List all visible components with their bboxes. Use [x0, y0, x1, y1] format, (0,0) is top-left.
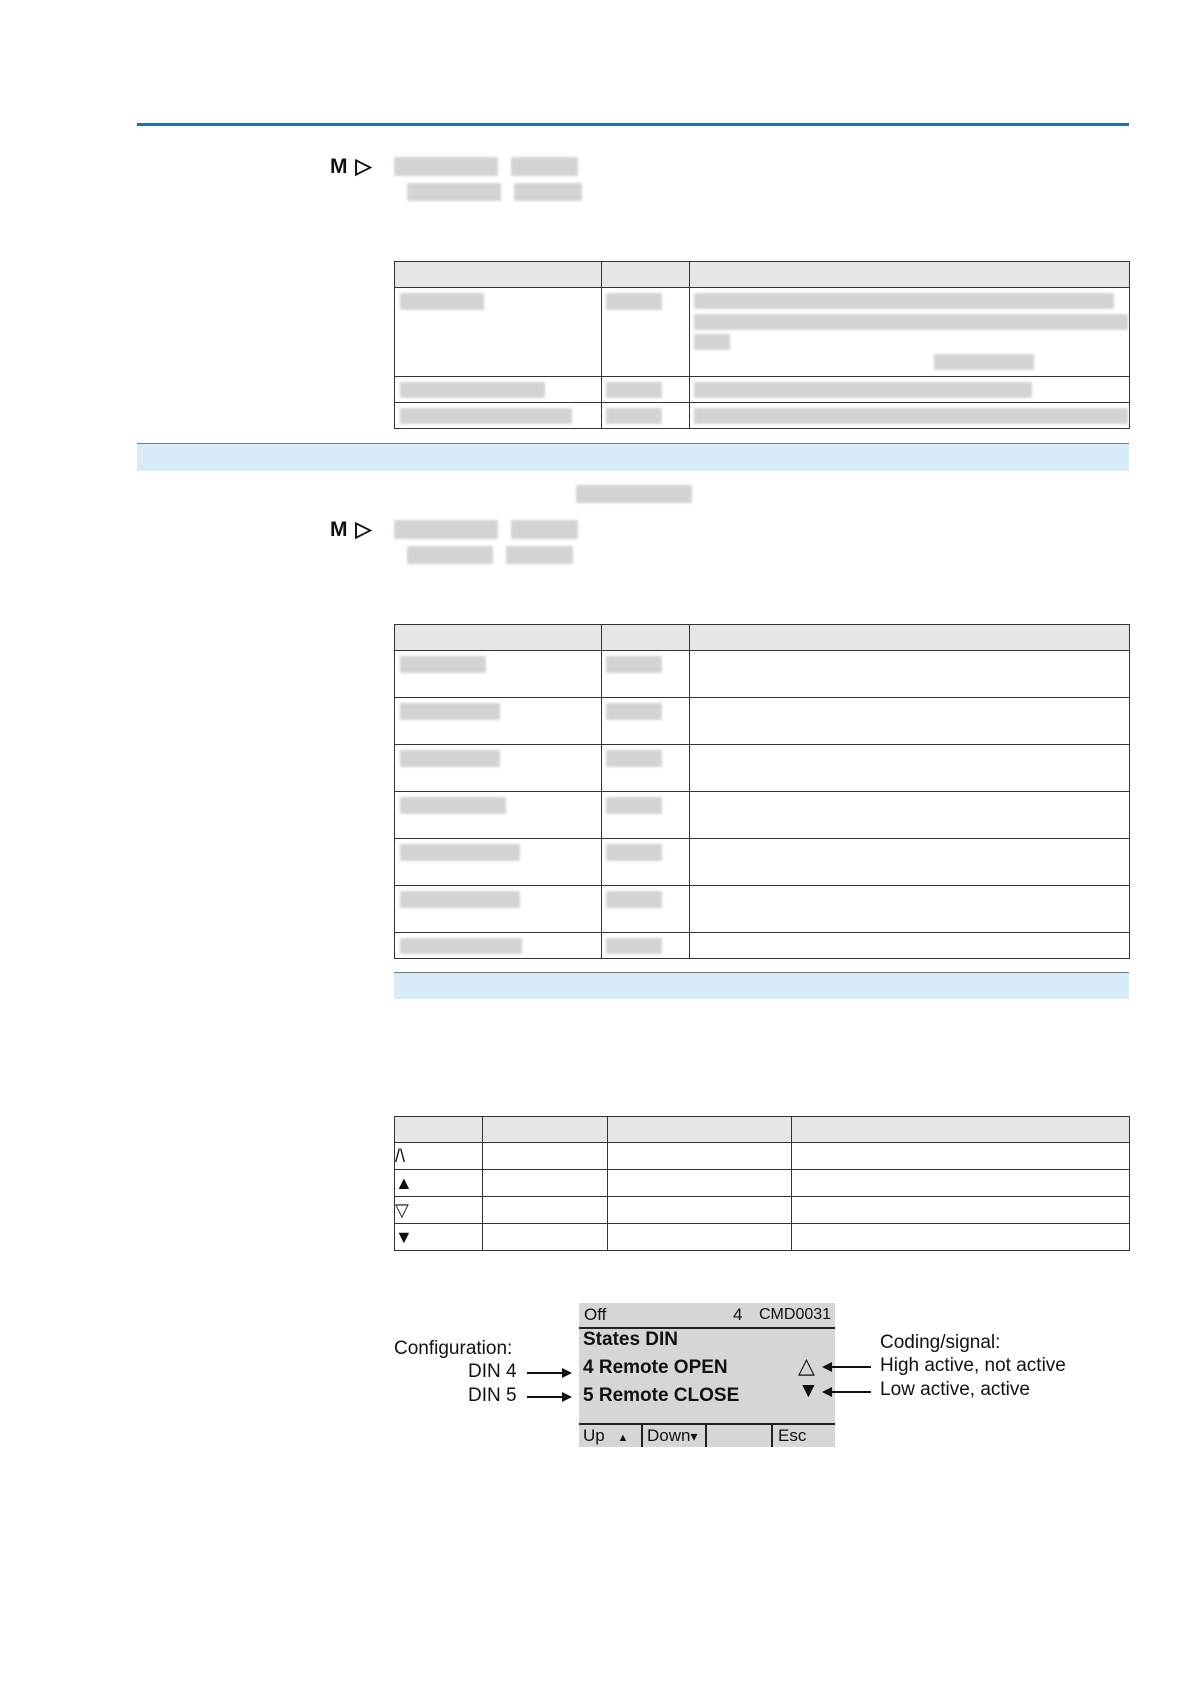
- table-header: [395, 1117, 483, 1143]
- display-screen-id: CMD0031: [759, 1306, 832, 1323]
- table-row: [395, 886, 1130, 933]
- table-row: [395, 288, 1130, 377]
- symbol-low-active: ▼: [395, 1224, 483, 1251]
- display-status: Off: [584, 1305, 607, 1324]
- symbol-legend-table: [394, 1116, 1130, 1251]
- symbol-high-active: ▲: [395, 1170, 483, 1197]
- parameter-table-1: [394, 261, 1130, 429]
- subsection-heading-band: [394, 973, 1129, 999]
- symbol-high-inactive: /\: [395, 1143, 483, 1170]
- coding-label: Coding/signal:: [880, 1332, 1001, 1353]
- table-row: [395, 1197, 1130, 1224]
- arrow-high: [831, 1366, 871, 1368]
- din4-label: DIN 4: [468, 1361, 517, 1382]
- menu-path-redacted: [514, 183, 582, 201]
- header-rule: [137, 123, 1129, 126]
- table-row: [395, 403, 1130, 429]
- arrow-low: [831, 1391, 871, 1393]
- menu-path-redacted: [407, 546, 493, 564]
- menu-path-redacted: [394, 157, 498, 176]
- display-line-din4: 4 Remote OPEN: [583, 1357, 728, 1378]
- down-arrow-icon: ▾: [690, 1428, 698, 1444]
- arrow-din5: [527, 1396, 563, 1398]
- arrow-head-icon: [562, 1392, 572, 1402]
- display-line-din5: 5 Remote CLOSE: [583, 1385, 740, 1406]
- menu-path-redacted: [511, 157, 578, 176]
- table-row: [395, 1224, 1130, 1251]
- softkey-esc[interactable]: Esc: [778, 1426, 807, 1445]
- menu-path-icon: M ▷: [330, 518, 373, 541]
- low-active-label: Low active, active: [880, 1379, 1030, 1400]
- table-row: [395, 698, 1130, 745]
- table-row: [395, 792, 1130, 839]
- arrow-din4: [527, 1372, 563, 1374]
- section-heading-band: [137, 444, 1129, 471]
- high-active-label: High active, not active: [880, 1355, 1066, 1376]
- menu-path-redacted: [506, 546, 573, 564]
- table-header: [395, 262, 602, 288]
- display-title: States DIN: [583, 1329, 679, 1350]
- display-status-bar: [579, 1303, 835, 1329]
- up-arrow-icon: ▲: [617, 1432, 629, 1444]
- table-row: [395, 933, 1130, 959]
- menu-path-icon: M ▷: [330, 155, 373, 178]
- display-symbol-low-active: ▼: [798, 1379, 819, 1402]
- display-symbol-high-inactive: △: [798, 1353, 815, 1378]
- softkey-up[interactable]: Up ▲: [583, 1426, 629, 1445]
- table-row: [395, 377, 1130, 403]
- arrow-head-icon: [562, 1368, 572, 1378]
- table-row: [395, 745, 1130, 792]
- parameter-table-2: [394, 624, 1130, 959]
- menu-path-redacted: [511, 520, 578, 539]
- din5-label: DIN 5: [468, 1385, 517, 1406]
- table-header: [395, 625, 602, 651]
- menu-path-redacted: [394, 520, 498, 539]
- display-softkey-bar: [579, 1423, 835, 1449]
- table-row: [395, 1143, 1130, 1170]
- display-page-number: 4: [733, 1305, 743, 1324]
- table-row: [395, 651, 1130, 698]
- symbol-low-inactive: ▽: [395, 1197, 483, 1224]
- table-row: [395, 839, 1130, 886]
- intro-text-redacted: [576, 485, 692, 503]
- softkey-down[interactable]: Down▾: [647, 1426, 698, 1445]
- lcd-display: [579, 1303, 835, 1447]
- configuration-label: Configuration:: [394, 1338, 513, 1359]
- table-row: [395, 1170, 1130, 1197]
- menu-path-redacted: [407, 183, 501, 201]
